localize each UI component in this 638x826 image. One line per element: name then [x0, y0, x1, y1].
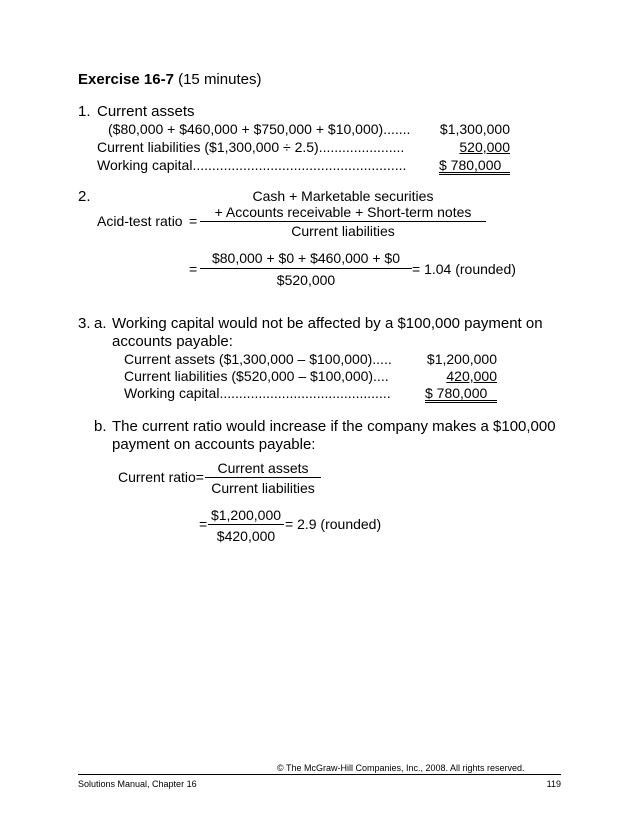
page-number: 119 [546, 779, 561, 789]
q1-liabilities-value: 520,000 [459, 139, 510, 155]
q1-label: Current assets [97, 103, 195, 120]
q3-b-calc-denominator: $420,000 [216, 528, 276, 544]
q2-fraction-bar [200, 221, 486, 222]
q3-a-liabilities-label: Current liabilities ($520,000 – $100,000).... [124, 368, 389, 384]
q3-a-line1: Working capital would not be affected by a $100,000 payment on [112, 315, 543, 332]
q3-a-working-capital-amount: $ 780,000 [425, 386, 497, 403]
footer-rule [78, 774, 561, 775]
q2-calc-fraction-bar [200, 268, 412, 269]
q1-assets-value: $1,300,000 [439, 121, 510, 137]
q1-liabilities-label: Current liabilities ($1,300,000 ÷ 2.5)...................... [97, 139, 405, 155]
q2-numerator-line1: Cash + Marketable securities [252, 188, 434, 204]
q2-numerator-line2: + Accounts receivable + Short-term notes [214, 204, 472, 220]
exercise-heading [78, 71, 261, 88]
q2-ratio-label: Acid-test ratio [97, 213, 183, 229]
q3-b-result: = 2.9 (rounded) [285, 516, 382, 532]
q3-number: 3. [78, 315, 91, 332]
q3-b-denominator: Current liabilities [211, 480, 315, 496]
q3-a-assets-value: $1,200,000 [426, 351, 497, 367]
q2-denominator: Current liabilities [291, 223, 395, 239]
q3-b-fraction-bar [205, 477, 321, 478]
q2-equals-2: = [189, 261, 198, 277]
q3-b-ratio-label: Current ratio= [118, 469, 204, 485]
q2-number: 2. [78, 188, 91, 205]
q3-b-line1: The current ratio would increase if the company makes a $100,000 [112, 418, 556, 435]
q2-result: = 1.04 (rounded) [412, 261, 516, 277]
q3-a-letter: a. [94, 315, 107, 332]
q3-a-assets-label: Current assets ($1,300,000 – $100,000)..... [124, 351, 392, 367]
q1-number: 1. [78, 103, 91, 120]
q3-b-calc-numerator: $1,200,000 [210, 507, 282, 523]
exercise-title: Exercise 16-7 [78, 71, 174, 88]
q1-working-capital-label: Working capital....................................................... [97, 157, 407, 173]
q3-b-letter: b. [94, 418, 107, 435]
q2-calc-numerator: $80,000 + $0 + $460,000 + $0 [211, 250, 400, 266]
q3-a-line2: accounts payable: [112, 333, 233, 350]
q3-a-liabilities-value: 420,000 [446, 368, 497, 384]
q3-b-calc-fraction-bar [208, 524, 284, 525]
copyright-notice: © The McGraw-Hill Companies, Inc., 2008. All rights reserved. [277, 763, 525, 773]
q3-a-working-capital-value [425, 385, 497, 403]
q1-assets-detail: ($80,000 + $460,000 + $750,000 + $10,000)....... [108, 121, 411, 137]
q1-working-capital-value [439, 157, 510, 175]
footer-chapter: Solutions Manual, Chapter 16 [78, 779, 197, 789]
q3-a-working-capital-label: Working capital............................................ [124, 385, 391, 401]
exercise-duration: (15 minutes) [178, 71, 262, 88]
q3-b-equals: = [199, 516, 208, 532]
q2-calc-denominator: $520,000 [276, 272, 336, 288]
q2-equals-1: = [189, 213, 198, 229]
q3-b-line2: payment on accounts payable: [112, 436, 316, 453]
q3-b-numerator: Current assets [217, 460, 309, 476]
q1-working-capital-amount: $ 780,000 [439, 158, 510, 175]
